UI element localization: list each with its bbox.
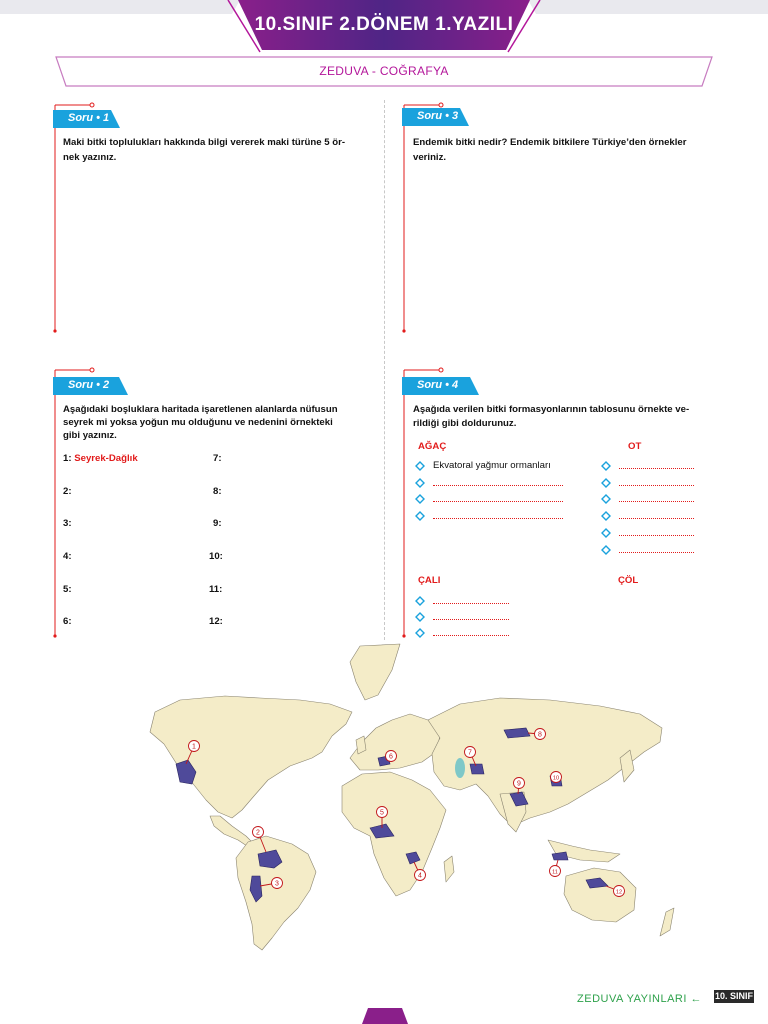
new-zealand [660, 908, 674, 936]
question-4-text-line2: rildiği gibi doldurunuz. [413, 418, 517, 429]
diamond-bullet-icon [601, 545, 611, 555]
map-label-7: 7 [468, 749, 472, 757]
map-label-1: 1 [192, 743, 196, 751]
answer-blank[interactable] [433, 501, 563, 502]
question-4-badge-label: Soru • 4 [417, 379, 459, 391]
answer-label: 3: [63, 518, 72, 529]
publisher-label: ZEDUVA YAYINLARI [577, 993, 687, 1005]
answer-label: 4: [63, 551, 72, 562]
answer-label: 10: [209, 551, 223, 562]
question-3-text-line1: Endemik bitki nedir? Endemik bitkilere Türkiye’den örnekler [413, 137, 687, 148]
question-2-text-line3: gibi yazınız. [63, 430, 117, 441]
answer-blank[interactable] [619, 535, 694, 536]
diamond-bullet-icon [601, 461, 611, 471]
answer-row [213, 518, 222, 529]
answer-blank[interactable] [433, 518, 563, 519]
category-cali: ÇALI [418, 575, 441, 586]
diamond-bullet-icon [601, 478, 611, 488]
map-label-3: 3 [275, 880, 279, 888]
map-label-10: 10 [552, 775, 560, 782]
answer-row [213, 453, 222, 464]
category-ot: OT [628, 441, 642, 452]
diamond-bullet-icon [415, 461, 425, 471]
answer-blank[interactable] [619, 552, 694, 553]
question-3-text-line2: veriniz. [413, 152, 447, 163]
category-col: ÇÖL [618, 575, 639, 586]
question-4-text-line1: Aşağıda verilen bitki formasyonlarının tablosunu örnekte ve- [413, 404, 690, 415]
category-agac: AĞAÇ [418, 441, 447, 452]
question-1-text-line2: nek yazınız. [63, 152, 117, 163]
answer-label: 2: [63, 486, 72, 497]
map-label-4: 4 [418, 872, 422, 880]
question-2-text-line2: seyrek mi yoksa yoğun mu olduğunu ve nedenini örnekteki [63, 417, 333, 428]
greenland [350, 644, 400, 700]
world-map [60, 640, 720, 960]
question-3-badge-label: Soru • 3 [417, 110, 459, 122]
answer-label: 12: [209, 616, 223, 627]
diamond-bullet-icon [415, 494, 425, 504]
answer-label: 5: [63, 584, 72, 595]
answer-row [209, 551, 223, 562]
column-divider [384, 100, 385, 640]
diamond-bullet-icon [415, 596, 425, 606]
answer-row [63, 518, 72, 529]
diamond-bullet-icon [601, 511, 611, 521]
answer-label: 7: [213, 453, 222, 464]
map-label-6: 6 [389, 753, 393, 761]
answer-blank[interactable] [433, 619, 509, 620]
diamond-bullet-icon [415, 612, 425, 622]
answer-blank[interactable] [433, 635, 509, 636]
question-1-badge-label: Soru • 1 [68, 112, 110, 124]
answer-blank[interactable] [433, 603, 509, 604]
question-2-text-line1: Aşağıdaki boşluklara haritada işaretlenen alanlarda nüfusun [63, 404, 338, 415]
publisher-name [577, 993, 702, 1005]
answer-blank[interactable] [619, 501, 694, 502]
arrow-left-icon: ← [690, 993, 702, 1005]
answer-blank[interactable] [619, 518, 694, 519]
answer-row [63, 551, 72, 562]
answer-row [213, 486, 222, 497]
answer-label: 8: [213, 486, 222, 497]
answer-blank[interactable] [619, 485, 694, 486]
madagascar [444, 856, 454, 882]
africa [342, 772, 446, 896]
answer-row [63, 453, 138, 464]
map-label-5: 5 [380, 809, 384, 817]
answer-row [63, 584, 72, 595]
north-america [150, 696, 352, 818]
answer-row [63, 486, 72, 497]
map-label-8: 8 [538, 731, 542, 739]
answer-value: Seyrek-Dağlık [74, 453, 138, 464]
answer-label: 11: [209, 584, 223, 595]
diamond-bullet-icon [601, 528, 611, 538]
answer-row [63, 616, 72, 627]
answer-blank[interactable] [433, 485, 563, 486]
answer-blank[interactable] [619, 468, 694, 469]
question-2-badge-label: Soru • 2 [68, 379, 110, 391]
answer-label: 9: [213, 518, 222, 529]
answer-label: 6: [63, 616, 72, 627]
answer-label: 1: [63, 453, 72, 464]
diamond-bullet-icon [415, 511, 425, 521]
answer-row [209, 616, 223, 627]
question-1-text-line1: Maki bitki toplulukları hakkında bilgi vererek maki türüne 5 ör- [63, 137, 346, 148]
diamond-bullet-icon [415, 628, 425, 638]
region-7 [470, 764, 484, 774]
page-tab-decoration [362, 1008, 408, 1024]
page-title: 10.SINIF 2.DÖNEM 1.YAZILI [254, 14, 514, 35]
region-8 [504, 728, 530, 738]
agac-example-text: Ekvatoral yağmur ormanları [433, 460, 551, 471]
caspian-sea [455, 758, 465, 778]
answer-row [209, 584, 222, 595]
map-label-9: 9 [517, 780, 521, 788]
diamond-bullet-icon [601, 494, 611, 504]
region-11 [552, 852, 568, 860]
page-subtitle: ZEDUVA - COĞRAFYA [319, 64, 449, 78]
map-label-2: 2 [256, 829, 260, 837]
map-label-12: 12 [615, 889, 623, 896]
map-label-11: 11 [552, 869, 558, 876]
australia [564, 868, 636, 922]
grade-badge: 10. SINIF [714, 991, 753, 1001]
diamond-bullet-icon [415, 478, 425, 488]
